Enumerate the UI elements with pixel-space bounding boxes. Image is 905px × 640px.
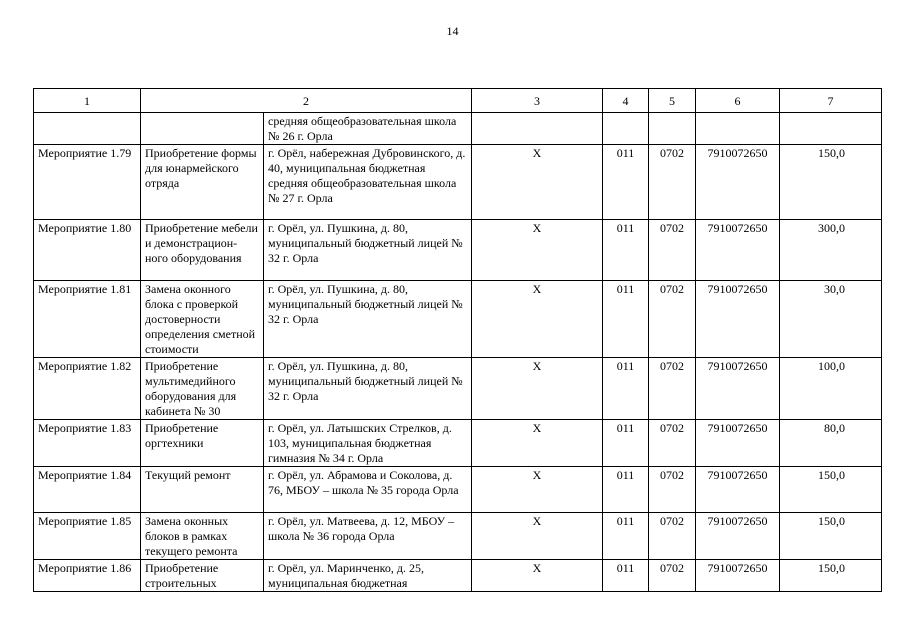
col4-cell: 011 [603,145,649,220]
address-cell: г. Орёл, ул. Абрамова и Соколова, д. 76, МБОУ – школа № 35 города Орла [264,467,472,513]
col4-cell: 011 [603,220,649,281]
continuation-col4-cell [603,113,649,145]
col3-cell: Х [472,560,603,592]
address-cell: г. Орёл, ул. Латышских Стрелков, д. 103, муниципальная бюджетная гимназия № 34 г. Орла [264,420,472,467]
name-cell: Замена оконного блока с проверкой достоверности определения сметной стоимости [141,281,264,358]
col4-cell: 011 [603,467,649,513]
col6-cell: 7910072650 [696,420,780,467]
col6-cell: 7910072650 [696,358,780,420]
address-cell: г. Орёл, ул. Пушкина, д. 80, муниципальный бюджетный лицей № 32 г. Орла [264,358,472,420]
col3-cell: Х [472,420,603,467]
col5-cell: 0702 [649,513,696,560]
table-row [34,358,882,420]
address-cell: г. Орёл, ул. Матвеева, д. 12, МБОУ – школа № 36 города Орла [264,513,472,560]
col6-cell: 7910072650 [696,220,780,281]
col4-cell: 011 [603,513,649,560]
col3-cell: Х [472,281,603,358]
page-number: 14 [446,24,459,38]
address-cell: г. Орёл, ул. Пушкина, д. 80, муниципальный бюджетный лицей № 32 г. Орла [264,220,472,281]
table-row [34,220,882,281]
event-cell: Мероприятие 1.80 [34,220,141,281]
name-cell: Приобретение формы для юнармейского отряда [141,145,264,220]
address-cell: г. Орёл, ул. Маринченко, д. 25, муниципальная бюджетная [264,560,472,592]
continuation-col6-cell [696,113,780,145]
continuation-event-cell [34,113,141,145]
address-cell: г. Орёл, ул. Пушкина, д. 80, муниципальный бюджетный лицей № 32 г. Орла [264,281,472,358]
event-cell: Мероприятие 1.85 [34,513,141,560]
col7-cell: 150,0 [780,560,882,592]
col4-cell: 011 [603,420,649,467]
col5-cell: 0702 [649,145,696,220]
continuation-row [34,113,882,145]
table-row [34,145,882,220]
header-col-4: 4 [603,89,649,113]
header-col-3: 3 [472,89,603,113]
col6-cell: 7910072650 [696,560,780,592]
budget-table [33,88,882,592]
name-cell: Замена оконных блоков в рамках текущего ремонта [141,513,264,560]
col3-cell: Х [472,513,603,560]
col5-cell: 0702 [649,467,696,513]
col6-cell: 7910072650 [696,513,780,560]
continuation-col3-cell [472,113,603,145]
event-cell: Мероприятие 1.83 [34,420,141,467]
event-cell: Мероприятие 1.82 [34,358,141,420]
col7-cell: 80,0 [780,420,882,467]
address-cell: г. Орёл, набережная Дубровинского, д. 40, муниципальная бюджетная средняя общеобразовательная школа № 27 г. Орла [264,145,472,220]
table-row [34,513,882,560]
col5-cell: 0702 [649,220,696,281]
header-row [34,89,882,113]
col7-cell: 150,0 [780,513,882,560]
name-cell: Приобретение мебели и демонстрацион-ного оборудования [141,220,264,281]
col3-cell: Х [472,145,603,220]
header-col-7: 7 [780,89,882,113]
header-col-5: 5 [649,89,696,113]
col6-cell: 7910072650 [696,467,780,513]
table-row [34,281,882,358]
col5-cell: 0702 [649,420,696,467]
event-cell: Мероприятие 1.79 [34,145,141,220]
name-cell: Приобретение мультимедийного оборудования для кабинета № 30 [141,358,264,420]
header-col-6: 6 [696,89,780,113]
col3-cell: Х [472,467,603,513]
name-cell: Приобретение строительных [141,560,264,592]
col4-cell: 011 [603,281,649,358]
col6-cell: 7910072650 [696,281,780,358]
col3-cell: Х [472,220,603,281]
header-col-1: 1 [34,89,141,113]
event-cell: Мероприятие 1.84 [34,467,141,513]
col4-cell: 011 [603,560,649,592]
col7-cell: 100,0 [780,358,882,420]
continuation-col5-cell [649,113,696,145]
name-cell: Приобретение оргтехники [141,420,264,467]
col6-cell: 7910072650 [696,145,780,220]
header-col-2: 2 [141,89,472,113]
table-row [34,560,882,592]
col5-cell: 0702 [649,358,696,420]
table-row [34,420,882,467]
col7-cell: 150,0 [780,145,882,220]
continuation-address-cell: средняя общеобразовательная школа № 26 г. Орла [264,113,472,145]
event-cell: Мероприятие 1.81 [34,281,141,358]
continuation-name-cell [141,113,264,145]
continuation-col7-cell [780,113,882,145]
event-cell: Мероприятие 1.86 [34,560,141,592]
col7-cell: 150,0 [780,467,882,513]
table-row [34,467,882,513]
col7-cell: 30,0 [780,281,882,358]
col3-cell: Х [472,358,603,420]
col5-cell: 0702 [649,281,696,358]
col7-cell: 300,0 [780,220,882,281]
col4-cell: 011 [603,358,649,420]
name-cell: Текущий ремонт [141,467,264,513]
col5-cell: 0702 [649,560,696,592]
